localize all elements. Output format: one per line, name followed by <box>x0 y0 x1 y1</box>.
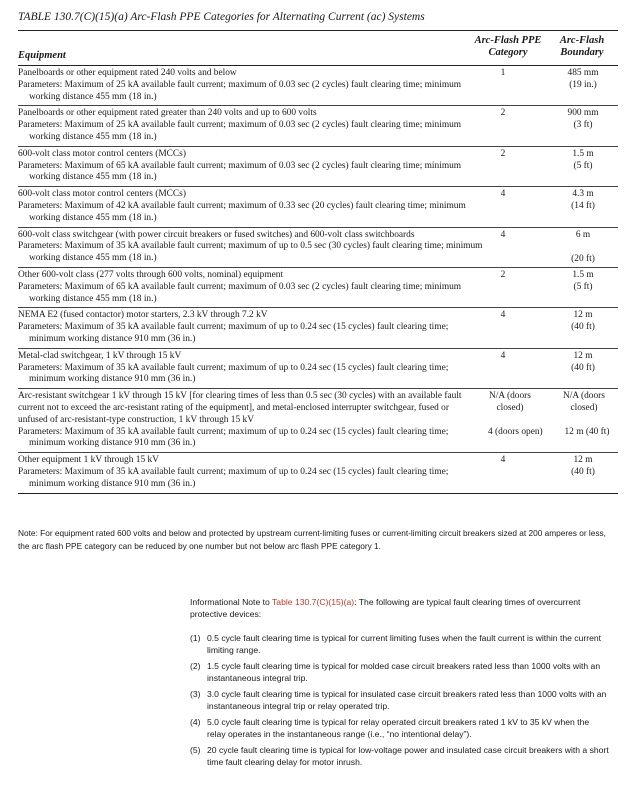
row-parameters: Parameters: Maximum of 35 kA available fault current; maximum of up to 0.24 sec (15 cycles) fault clearing time; minimum working distance 910 mm (36 in.) <box>18 362 449 385</box>
table-row <box>18 349 618 389</box>
list-number: (2) <box>190 661 201 671</box>
list-number: (3) <box>190 689 201 699</box>
list-text: 0.5 cycle fault clearing time is typical for current limiting fuses when the fault current is within the current limiting range. <box>207 633 602 655</box>
table-row <box>18 187 618 227</box>
list-item <box>190 716 610 740</box>
row-category: 4 <box>500 350 506 361</box>
row-category: 2 <box>500 269 506 280</box>
table-row <box>18 106 618 146</box>
row-boundary-imperial: (3 ft) <box>573 120 593 131</box>
row-parameters: Parameters: Maximum of 35 kA available fault current; maximum of up to 0.24 sec (15 cycles) fault clearing time; minimum working distance 910 mm (36 in.) <box>18 322 449 344</box>
list-text: 20 cycle fault clearing time is typical for low-voltage power and insulated case circuit breakers with a short time fault clearing delay for motor inrush. <box>207 745 609 767</box>
table-row <box>18 308 618 348</box>
header-boundary-line1: Arc-Flash <box>559 35 605 46</box>
row-category: 4 <box>500 310 506 321</box>
row-category-doors-open: 4 (doors open) <box>488 427 543 438</box>
list-number: (4) <box>190 717 201 727</box>
row-category: 2 <box>500 148 506 159</box>
table-title: TABLE 130.7(C)(15)(a) Arc-Flash PPE Categories for Alternating Current (ac) Systems <box>18 11 425 23</box>
row-boundary-imperial: (5 ft) <box>573 160 593 171</box>
list-text: 5.0 cycle fault clearing time is typical for relay operated circuit breakers rated 1 kV to 35 kV when the relay operates in the instantaneous range (i.e., “no intentional delay”). <box>207 717 590 739</box>
table-row <box>18 66 618 106</box>
row-boundary-imperial: (40 ft) <box>571 322 595 333</box>
row-parameters: Parameters: Maximum of 65 kA available fault current; maximum of 0.03 sec (2 cycles) fault clearing time; minimum working distance 455 mm (18 in.) <box>18 281 462 304</box>
list-number: (1) <box>190 633 201 643</box>
row-category: 1 <box>500 68 506 78</box>
row-category: 4 <box>500 455 506 466</box>
list-number: (5) <box>190 745 201 755</box>
row-boundary-metric: 12 m <box>573 310 593 321</box>
row-boundary-metric: 1.5 m <box>572 269 594 280</box>
row-boundary-metric: 485 mm <box>567 68 599 78</box>
row-equipment: Other 600-volt class (277 volts through 600 volts, nominal) equipment <box>18 269 284 280</box>
row-category: N/A (doors closed) <box>489 391 531 413</box>
clearing-times-list <box>190 632 610 768</box>
list-item <box>190 660 610 684</box>
row-boundary-imperial: (40 ft) <box>571 362 595 373</box>
arc-flash-table <box>18 30 618 494</box>
list-text: 3.0 cycle fault clearing time is typical for insulated case circuit breakers rated less than 1000 volts with an instantaneous integral trip or relay operated trip. <box>207 689 607 711</box>
row-boundary-imperial: (5 ft) <box>573 281 593 292</box>
row-boundary-doors-open: 12 m (40 ft) <box>564 427 610 438</box>
row-equipment: Panelboards or other equipment rated greater than 240 volts and up to 600 volts <box>18 108 317 119</box>
info-table-reference[interactable]: Table 130.7(C)(15)(a) <box>272 597 355 607</box>
row-parameters: Parameters: Maximum of 35 kA available fault current; maximum of up to 0.24 sec (15 cycles) fault clearing time; minimum working distance 910 mm (36 in.) <box>18 466 449 489</box>
table-row <box>18 147 618 187</box>
row-boundary: N/A (doors closed) <box>563 391 605 413</box>
row-boundary-imperial: (19 in.) <box>569 80 597 90</box>
row-parameters: Parameters: Maximum of 65 kA available fault current; maximum of 0.03 sec (2 cycles) fault clearing time; minimum working distance 455 mm (18 in.) <box>18 160 462 183</box>
row-boundary-imperial: (14 ft) <box>571 201 595 212</box>
list-text: 1.5 cycle fault clearing time is typical for molded case circuit breakers rated less than 1000 volts with an instantaneous integral trip. <box>207 661 601 683</box>
info-prefix: Informational Note to <box>190 597 270 607</box>
row-parameters: Parameters: Maximum of 35 kA available fault current; maximum of up to 0.5 sec (30 cycles) fault clearing time; minimum working distance 455 mm (18 in.) <box>18 241 483 264</box>
row-boundary-metric: 12 m <box>573 455 593 466</box>
info-suffix: : The following are typical fault clearing times of overcurrent protective devices: <box>190 597 581 619</box>
row-parameters: Parameters: Maximum of 25 kA available fault current; maximum of 0.03 sec (2 cycles) fault clearing time; minimum working distance 455 mm (18 in.) <box>18 120 462 142</box>
row-boundary-metric: 1.5 m <box>572 148 594 159</box>
row-category: 4 <box>500 189 506 200</box>
table-row <box>18 228 618 268</box>
table-header <box>18 30 618 66</box>
table-row <box>18 389 618 453</box>
header-category-line2: Category <box>488 47 528 58</box>
row-parameters: Parameters: Maximum of 35 kA available fault current; maximum of up to 0.24 sec (15 cycles) fault clearing time; minimum working distance 910 mm (36 in.) <box>18 426 449 449</box>
header-category-line1: Arc-Flash PPE <box>474 35 542 46</box>
row-parameters: Parameters: Maximum of 42 kA available fault current; maximum of 0.33 sec (20 cycles) fault clearing time; minimum working distance 455 mm (18 in.) <box>18 200 466 223</box>
row-boundary-metric: 4.3 m <box>572 189 594 200</box>
row-equipment: 600-volt class motor control centers (MCCs) <box>18 148 186 159</box>
row-equipment: 600-volt class switchgear (with power circuit breakers or fused switches) and 600-volt class switchboards <box>18 229 415 240</box>
row-boundary-metric: 6 m <box>575 229 591 240</box>
header-boundary <box>546 35 618 59</box>
header-equipment: Equipment <box>18 50 66 61</box>
row-boundary-metric: 12 m <box>573 350 593 361</box>
info-intro <box>190 596 610 620</box>
row-equipment: Other equipment 1 kV through 15 kV <box>18 455 159 466</box>
row-category: 2 <box>500 108 506 119</box>
list-item <box>190 744 610 768</box>
list-item <box>190 688 610 712</box>
row-equipment: Metal-clad switchgear, 1 kV through 15 kV <box>18 350 182 361</box>
table-row <box>18 268 618 308</box>
row-boundary-imperial: (20 ft) <box>571 253 595 264</box>
row-boundary-imperial: (40 ft) <box>571 467 595 478</box>
table-note: Note: For equipment rated 600 volts and below and protected by upstream current-limiting fuses or current-limiting circuit breakers sized at 200 amperes or less, the arc flash PPE category can be reduced by one number but not below arc flash PPE category 1. <box>18 528 606 551</box>
row-equipment: NEMA E2 (fused contactor) motor starters, 2.3 kV through 7.2 kV <box>18 310 268 321</box>
row-category: 4 <box>500 229 506 240</box>
row-parameters: Parameters: Maximum of 25 kA available fault current; maximum of 0.03 sec (2 cycles) fault clearing time; minimum working distance 455 mm (18 in.) <box>18 79 462 102</box>
header-category <box>458 35 558 59</box>
list-item <box>190 632 610 656</box>
table-row <box>18 453 618 493</box>
row-equipment: Panelboards or other equipment rated 240 volts and below <box>18 68 237 78</box>
row-boundary-metric: 900 mm <box>567 108 599 119</box>
row-equipment: 600-volt class motor control centers (MCCs) <box>18 189 186 200</box>
header-boundary-line2: Boundary <box>560 47 604 58</box>
informational-note <box>190 596 610 772</box>
row-equipment: Arc-resistant switchgear 1 kV through 15 kV [for clearing times of less than 0.5 sec (30 cycles) with an available fault current not to exceed the arc-resistant rating of the equipment], and metal-enclosed interrupter switchgear, fused or unfused of arc-resistant-type construction, 1 kV through 15 kV <box>18 391 462 425</box>
